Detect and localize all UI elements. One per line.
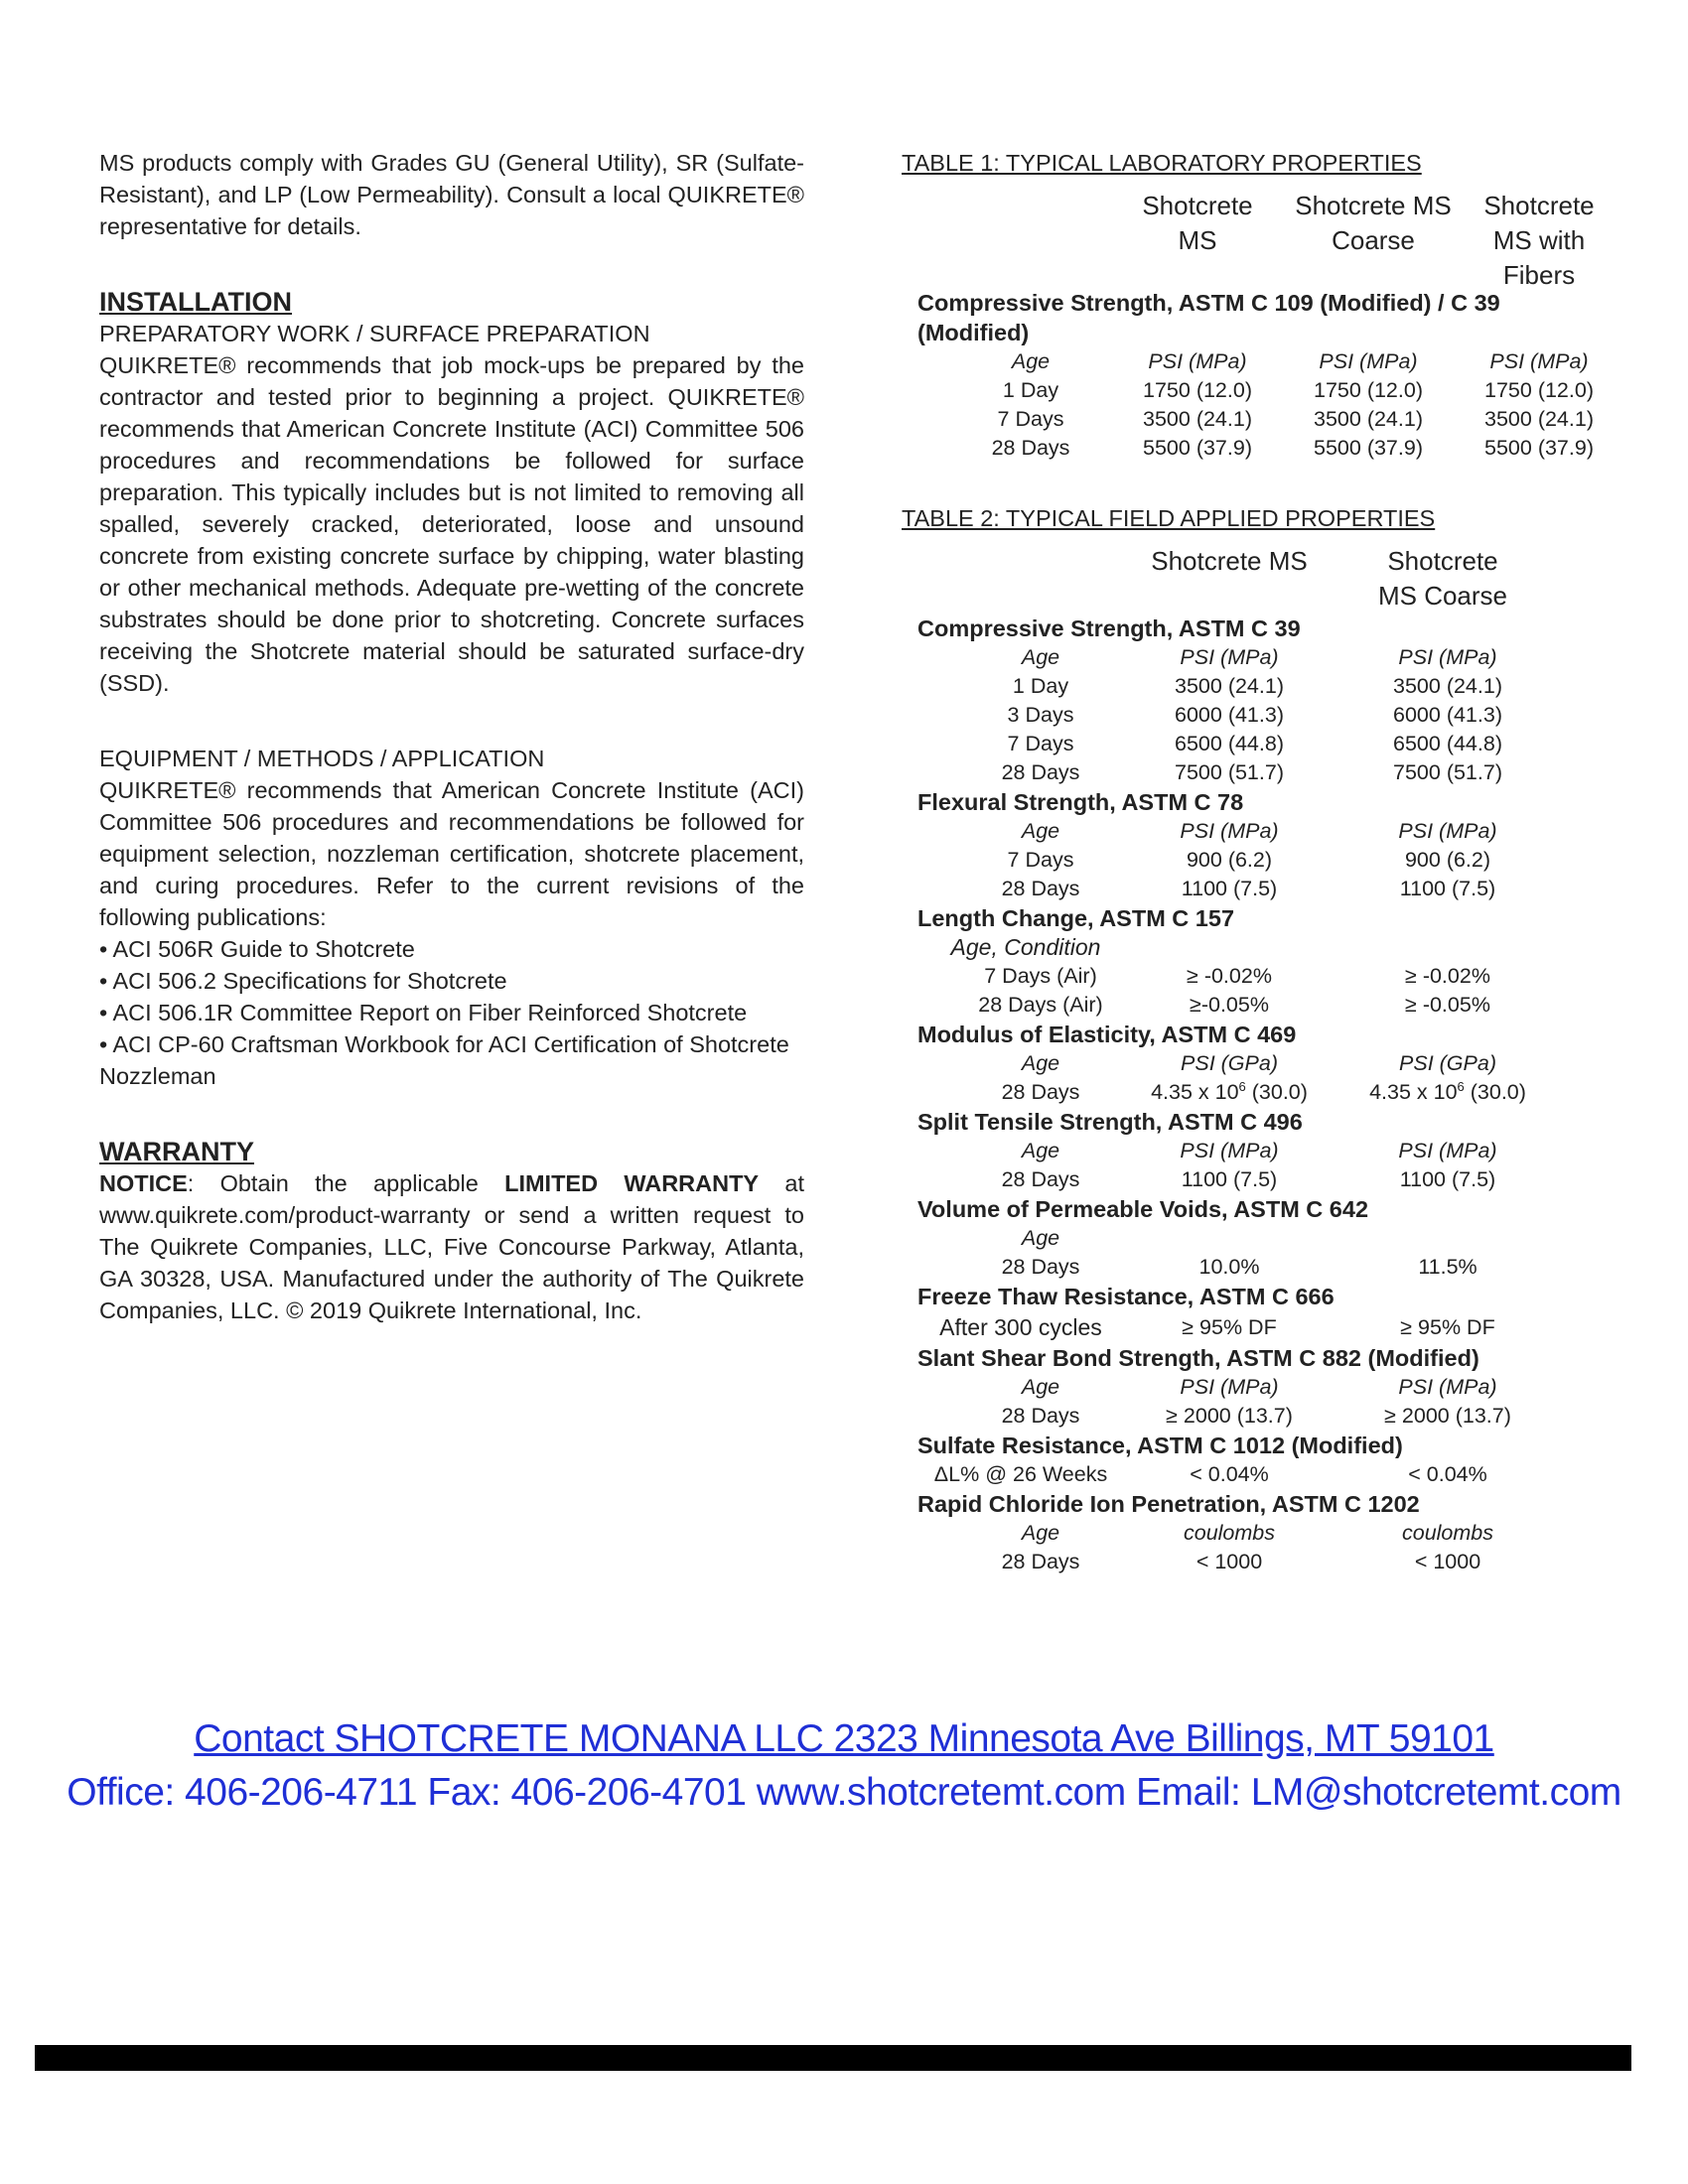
cell: 3500 (24.1): [1393, 674, 1502, 698]
cell: 5500 (37.9): [1314, 436, 1423, 460]
cell: ≥ 2000 (13.7): [1166, 1404, 1293, 1428]
cell: 7 Days: [1007, 848, 1074, 872]
contact-line-1[interactable]: [0, 1713, 1688, 1765]
equipment-paragraph: QUIKRETE® recommends that American Concrete Institute (ACI) Committee 506 procedures and recommendations be followed for equipment selection, nozzleman certification, shotcrete placement, and curing procedures. Refer to the current revisions of the following publications:: [99, 777, 804, 930]
cell: ≥ -0.02%: [1187, 964, 1272, 988]
cell: coulombs: [1401, 1521, 1493, 1545]
cell: ≥ -0.02%: [1405, 964, 1490, 988]
table-row: [902, 758, 1617, 787]
section-freeze-thaw: Freeze Thaw Resistance, ASTM C 666: [917, 1284, 1335, 1309]
cell: 900 (6.2): [1404, 848, 1491, 872]
table-row: [902, 1311, 1617, 1343]
table-row: [902, 1402, 1617, 1431]
cell: 1100 (7.5): [1181, 877, 1278, 900]
cell: Age: [1021, 645, 1060, 669]
cell: PSI (MPa): [1319, 349, 1418, 373]
cell: 6000 (41.3): [1393, 703, 1502, 727]
table-row: [902, 875, 1617, 903]
table-row: [902, 672, 1617, 701]
cell: ≥-0.05%: [1190, 993, 1269, 1017]
unit-row: [902, 643, 1617, 672]
cell: 5500 (37.9): [1484, 436, 1594, 460]
cell: 10.0%: [1198, 1255, 1260, 1279]
section-length-change: Length Change, ASTM C 157: [917, 905, 1235, 931]
table-row: [902, 962, 1617, 991]
cell: ≥ 2000 (13.7): [1384, 1404, 1511, 1428]
cell: PSI (MPa): [1398, 1375, 1497, 1399]
unit-row: [902, 1224, 1617, 1253]
unit-row: [902, 1519, 1617, 1548]
installation-heading: INSTALLATION: [99, 287, 292, 317]
unit-row: [902, 817, 1617, 846]
modulus-base: 4.35 x 10: [1369, 1080, 1458, 1104]
modulus-tail: (30.0): [1464, 1080, 1526, 1104]
cell: 28 Days: [1001, 1255, 1080, 1279]
cell: PSI (MPa): [1148, 349, 1247, 373]
cell: ≥ 95% DF: [1182, 1315, 1277, 1339]
cell: 11.5%: [1418, 1255, 1477, 1279]
table-row: [902, 730, 1617, 758]
equipment-heading: EQUIPMENT / METHODS / APPLICATION: [99, 746, 545, 771]
cell: 7500 (51.7): [1393, 760, 1502, 784]
cell: PSI (GPa): [1399, 1051, 1496, 1075]
cell: Age: [1011, 349, 1051, 373]
cell: Age: [1021, 1521, 1060, 1545]
unit-row: [902, 1137, 1617, 1165]
table2-header: [902, 534, 1617, 614]
warranty-paragraph: [99, 1167, 804, 1326]
table-row: [902, 991, 1617, 1020]
cell: 28 Days: [1001, 1167, 1080, 1191]
cell: 28 Days: [991, 436, 1070, 460]
warranty-heading: WARRANTY: [99, 1137, 254, 1166]
cell: ΔL% @ 26 Weeks: [933, 1462, 1108, 1486]
cell: < 0.04%: [1190, 1462, 1269, 1486]
table-row: [902, 1253, 1617, 1282]
table2-col2-header: Shotcrete MS Coarse: [1377, 546, 1508, 611]
cell: PSI (MPa): [1180, 1139, 1279, 1162]
cell: 3500 (24.1): [1484, 407, 1594, 431]
cell: 1750 (12.0): [1314, 378, 1423, 402]
cell: Age: [1021, 819, 1060, 843]
modulus-exp: 6: [1238, 1079, 1246, 1094]
table-row: [902, 1548, 1617, 1576]
modulus-base: 4.35 x 10: [1151, 1080, 1239, 1104]
cell: < 0.04%: [1408, 1462, 1487, 1486]
table1-section: Compressive Strength, ASTM C 109 (Modified) / C 39 (Modified): [917, 290, 1500, 345]
cell: PSI (MPa): [1489, 349, 1589, 373]
table-row: [902, 376, 1617, 405]
cell: Age: [1021, 1375, 1060, 1399]
modulus-tail: (30.0): [1245, 1080, 1308, 1104]
cell: PSI (MPa): [1398, 1139, 1497, 1162]
cell: 28 Days: [1001, 1404, 1080, 1428]
cell: 3500 (24.1): [1175, 674, 1284, 698]
cell: 7500 (51.7): [1175, 760, 1284, 784]
unit-row: [902, 1373, 1617, 1402]
cell: 1100 (7.5): [1399, 1167, 1496, 1191]
table-row: [902, 405, 1617, 434]
cell: [1140, 1078, 1319, 1107]
cell: 6500 (44.8): [1393, 732, 1502, 755]
cell: 6500 (44.8): [1175, 732, 1284, 755]
cell: 1 Day: [1002, 378, 1059, 402]
table-row: [902, 1165, 1617, 1194]
unit-row: [902, 933, 1617, 962]
cell: < 1000: [1196, 1550, 1263, 1573]
section-split-tensile: Split Tensile Strength, ASTM C 496: [917, 1109, 1303, 1135]
cell: 7 Days (Air): [984, 964, 1097, 988]
footer-bar: [35, 2045, 1631, 2071]
cell: 28 Days (Air): [978, 993, 1103, 1017]
cell: After 300 cycles: [939, 1314, 1102, 1340]
publication-item: • ACI 506R Guide to Shotcrete: [99, 936, 415, 962]
cell: 6000 (41.3): [1175, 703, 1284, 727]
table1-col3-header: Shotcrete MS with Fibers: [1483, 191, 1595, 290]
unit-row: [902, 1049, 1617, 1078]
table1-col2-header: Shotcrete MS Coarse: [1295, 191, 1452, 255]
prep-paragraph: QUIKRETE® recommends that job mock-ups be prepared by the contractor and tested prior to beginning a project. QUIKRETE® recommends that American Concrete Institute (ACI) Committee 506 procedures and recommendations be followed for surface preparation. This typically includes but is not limited to removing all spalled, severely cracked, deteriorated, loose and unsound concrete from existing concrete surface by chipping, water blasting or other mechanical methods. Adequate pre-wetting of the concrete substrates should be done prior to shotcreting. Concrete surfaces receiving the Shotcrete material should be saturated surface-dry (SSD).: [99, 352, 804, 696]
cell: 3500 (24.1): [1143, 407, 1252, 431]
table1-col1-header: Shotcrete MS: [1142, 191, 1253, 255]
intro-paragraph: MS products comply with Grades GU (General Utility), SR (Sulfate-Resistant), and LP (Low Permeability). Consult a local QUIKRETE® representative for details.: [99, 150, 804, 239]
cell: Age: [1021, 1226, 1060, 1250]
section-sulfate: Sulfate Resistance, ASTM C 1012 (Modified): [917, 1433, 1403, 1458]
cell: 28 Days: [1001, 760, 1080, 784]
limited-warranty-label: LIMITED WARRANTY: [504, 1170, 760, 1196]
cell: PSI (MPa): [1398, 819, 1497, 843]
table-row: [902, 846, 1617, 875]
table-row: [902, 434, 1617, 463]
cell: 7 Days: [1007, 732, 1074, 755]
notice-text-2: at www.quikrete.com/product-warranty or send a written request to The Quikrete Companies, LLC, Five Concourse Parkway, Atlanta, GA 30328, USA. Manufactured under the authority of The Quikrete Companies, LLC. © 2019 Quikrete International, Inc.: [99, 1170, 804, 1323]
section-modulus: Modulus of Elasticity, ASTM C 469: [917, 1022, 1297, 1047]
right-column: [902, 147, 1617, 1576]
publication-item: • ACI CP-60 Craftsman Workbook for ACI Certification of Shotcrete Nozzleman: [99, 1031, 789, 1089]
cell: Age, Condition: [950, 934, 1101, 960]
table1-title: TABLE 1: TYPICAL LABORATORY PROPERTIES: [902, 150, 1422, 176]
notice-text: : Obtain the applicable: [187, 1170, 505, 1196]
cell: PSI (MPa): [1398, 645, 1497, 669]
table-row: [902, 1460, 1617, 1489]
cell: PSI (MPa): [1180, 819, 1279, 843]
cell: 28 Days: [1001, 877, 1080, 900]
table-row: [902, 701, 1617, 730]
contact-address[interactable]: Contact SHOTCRETE MONANA LLC 2323 Minnesota Ave Billings, MT 59101: [194, 1717, 1494, 1760]
notice-label: NOTICE: [99, 1170, 188, 1196]
cell: ≥ -0.05%: [1405, 993, 1490, 1017]
cell: 900 (6.2): [1186, 848, 1273, 872]
cell: 1750 (12.0): [1143, 378, 1252, 402]
publication-item: • ACI 506.1R Committee Report on Fiber Reinforced Shotcrete: [99, 1000, 748, 1025]
table1-header: [902, 179, 1617, 288]
section-slant-shear: Slant Shear Bond Strength, ASTM C 882 (Modified): [917, 1345, 1479, 1371]
modulus-exp: 6: [1457, 1079, 1465, 1094]
cell: 1 Day: [1012, 674, 1069, 698]
table2-col1-header: Shotcrete MS: [1151, 546, 1308, 576]
cell: Age: [1021, 1139, 1060, 1162]
cell: ≥ 95% DF: [1400, 1315, 1495, 1339]
prep-heading: PREPARATORY WORK / SURFACE PREPARATION: [99, 321, 650, 346]
cell: [1358, 1078, 1537, 1107]
cell: 3 Days: [1007, 703, 1074, 727]
cell: 1100 (7.5): [1181, 1167, 1278, 1191]
cell: PSI (GPa): [1181, 1051, 1278, 1075]
cell: 1750 (12.0): [1484, 378, 1594, 402]
publication-item: • ACI 506.2 Specifications for Shotcrete: [99, 968, 507, 994]
table-row: [902, 1078, 1617, 1107]
cell: 3500 (24.1): [1314, 407, 1423, 431]
cell: < 1000: [1414, 1550, 1481, 1573]
cell: 1100 (7.5): [1399, 877, 1496, 900]
cell: PSI (MPa): [1180, 645, 1279, 669]
cell: 28 Days: [1001, 1550, 1080, 1573]
table2-title: TABLE 2: TYPICAL FIELD APPLIED PROPERTIES: [902, 505, 1436, 531]
cell: coulombs: [1183, 1521, 1275, 1545]
section-compressive: Compressive Strength, ASTM C 39: [917, 615, 1301, 641]
cell: 5500 (37.9): [1143, 436, 1252, 460]
cell: PSI (MPa): [1180, 1375, 1279, 1399]
table1-unit-row: [902, 347, 1617, 376]
section-permeable-voids: Volume of Permeable Voids, ASTM C 642: [917, 1196, 1369, 1222]
publication-list: [99, 933, 804, 1092]
cell: Age: [1021, 1051, 1060, 1075]
left-column: [99, 147, 804, 1326]
cell: 7 Days: [997, 407, 1064, 431]
cell: 28 Days: [1001, 1080, 1080, 1104]
section-flexural: Flexural Strength, ASTM C 78: [917, 789, 1244, 815]
contact-line-2[interactable]: Office: 406-206-4711 Fax: 406-206-4701 www.shotcretemt.com Email: LM@shotcretemt.com: [67, 1771, 1621, 1814]
section-chloride: Rapid Chloride Ion Penetration, ASTM C 1202: [917, 1491, 1420, 1517]
